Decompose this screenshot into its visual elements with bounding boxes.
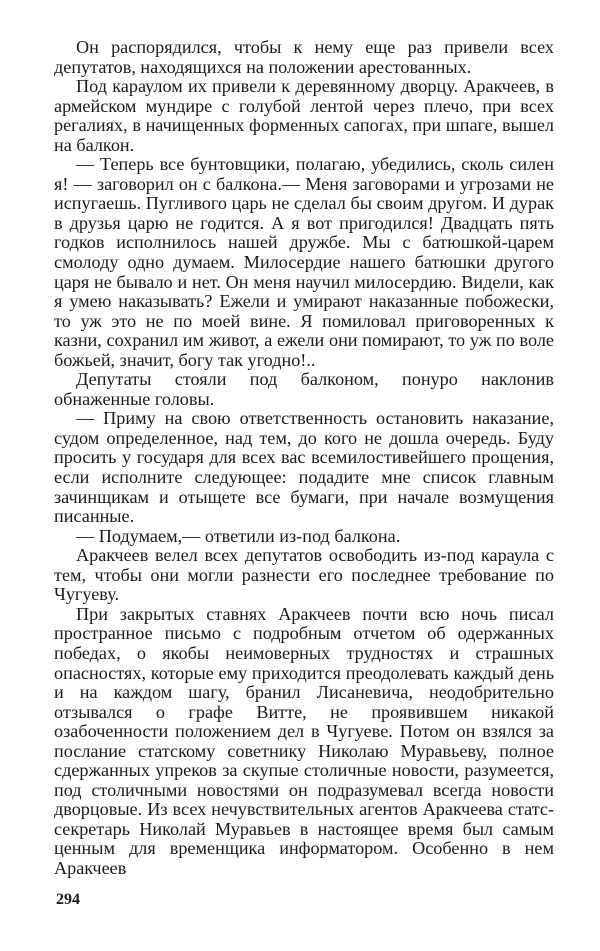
paragraph-6: — Подумаем,— ответили из-под балкона. <box>76 525 401 546</box>
body-text <box>54 38 554 879</box>
paragraph-4: Депутаты стояли под балконом, понуро наклонив обнаженные головы. <box>54 369 554 409</box>
paragraph-2: Под караулом их привели к деревянному дворцу. Аракчеев, в армейском мундире с голубой лентой через плечо, при всех регалиях, в начищенных форменных сапогах, при шпаге, вышел на балкон. <box>54 76 554 155</box>
paragraph-7: Аракчеев велел всех депутатов освободить из-под караула с тем, чтобы они могли разнести его последнее требование по Чугуеву. <box>54 545 554 605</box>
paragraph-1: Он распорядился, чтобы к нему еще раз привели всех депутатов, находящихся на положении арестованных. <box>54 37 554 77</box>
paragraph-5: — Приму на свою ответственность остановить наказание, судом определенное, над тем, до кого не дошла очередь. Буду просить у государя для всех вас всемилостивейшего прощения, если исполните следующее: подадите мне список главным зачинщикам и отыщете все бумаги, при начале возмущения писанные. <box>54 408 554 527</box>
paragraph-3: — Теперь все бунтовщики, полагаю, убедились, сколь силен я! — заговорил он с балкона.— Меня заговорами и угрозами не испугаешь. Пугливого царь не сделал бы своим другом. И дурак в друзья царю не годится. А я вот пригодился! Двадцать пять годков исполнилось нашей дружбе. Мы с батюшкой-царем смолоду одно думаем. Милосердие нашего батюшки другого царя не бывало и нет. Он меня научил милосердию. Видели, как я умею наказывать? Ежели и умирают наказанные побожески, то уж это не по моей вине. Я помиловал приговоренных к казни, сохранил им живот, а ежели они помирают, то уж по воле божьей, значит, богу так угодно!.. <box>54 154 554 370</box>
page-number: 294 <box>56 891 80 908</box>
paragraph-8: При закрытых ставнях Аракчеев почти всю ночь писал пространное письмо с подробным отчетом об одержанных победах, о якобы неимоверных трудностях и страшных опасностях, которые ему приходится преодолевать каждый день и на каждом шагу, бранил Лисаневича, неодобрительно отзывался о графе Витте, не проявившем никакой озабоченности положением дел в Чугуеве. Потом он взялся за послание статскому советнику Николаю Муравьеву, полное сдержанных упреков за скупые столичные новости, разумеется, под столичными новостями он подразумевал всегда новости дворцовые. Из всех нечувствительных агентов Аракчеева статс-секретарь Николай Муравьев в настоящее время был самым ценным для временщика информатором. Особенно в нем Аракчеев <box>54 603 554 878</box>
